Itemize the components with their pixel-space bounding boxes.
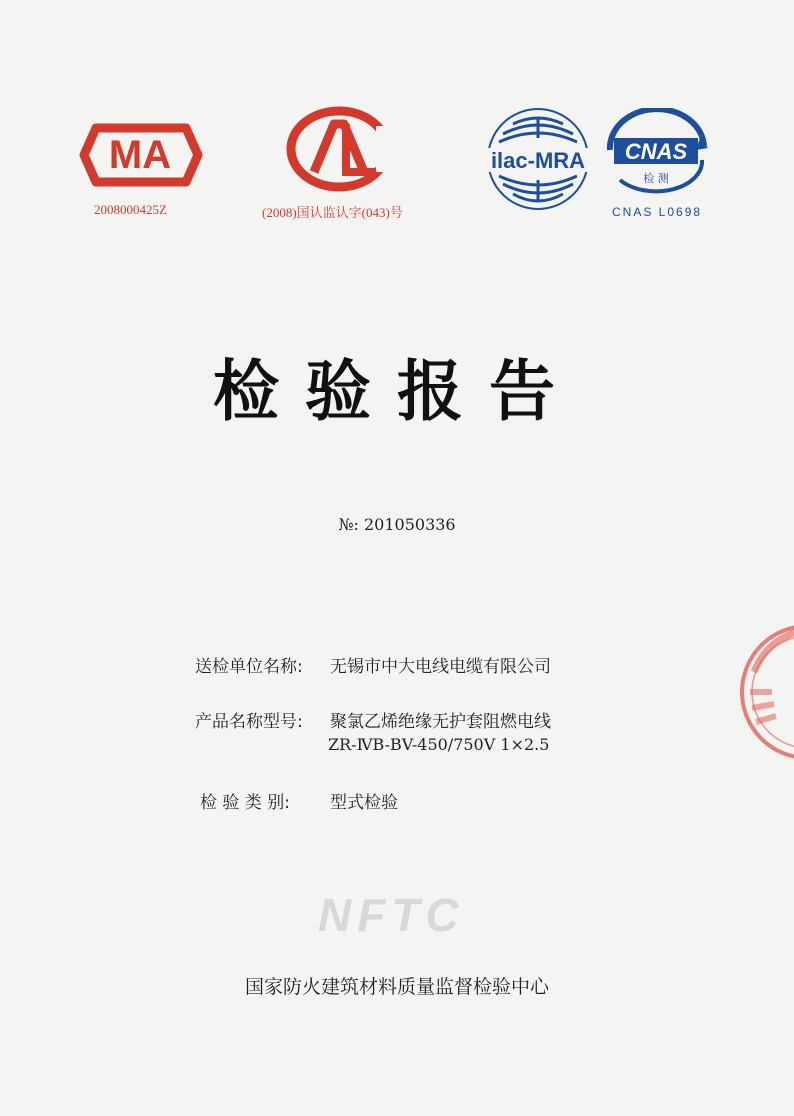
ilac-mra-globe-icon (483, 104, 593, 214)
page-title: 检验报告 (213, 353, 581, 430)
unit-label: 送检单位名称: (195, 657, 303, 677)
type-value: 型式检验 (330, 793, 398, 813)
cnas-logo (600, 108, 710, 198)
cnas-mark-icon (600, 108, 710, 198)
seal-stamp-icon (736, 612, 794, 772)
cma-mark-icon (74, 120, 204, 190)
nftc-watermark: NFTC (318, 889, 465, 941)
svg-text:检 测: 检 测 (643, 172, 669, 185)
cma-logo (74, 120, 204, 190)
cal-caption: (2008)国认监认字(043)号 (262, 205, 403, 220)
cal-logo (284, 106, 394, 192)
product-value-line2: ZR-ⅣB-BV-450/750V 1×2.5 (328, 735, 550, 754)
issuing-organization: 国家防火建筑材料质量监督检验中心 (244, 976, 549, 998)
report-number: №: 201050336 (338, 515, 456, 534)
cal-mark-icon (284, 106, 394, 192)
svg-text:MA: MA (108, 133, 172, 177)
cnas-caption: CNAS L0698 (612, 205, 703, 219)
product-value-line1: 聚氯乙烯绝缘无护套阻燃电线 (330, 712, 551, 732)
svg-text:CNAS: CNAS (624, 139, 688, 164)
ilac-mra-logo (483, 104, 593, 214)
unit-value: 无锡市中大电线电缆有限公司 (330, 657, 551, 677)
product-label: 产品名称型号: (195, 712, 303, 732)
type-label: 检 验 类 别: (200, 793, 290, 813)
seal-stamp (736, 612, 794, 772)
cma-caption: 2008000425Z (94, 202, 167, 217)
svg-text:ilac-MRA: ilac-MRA (490, 148, 586, 173)
